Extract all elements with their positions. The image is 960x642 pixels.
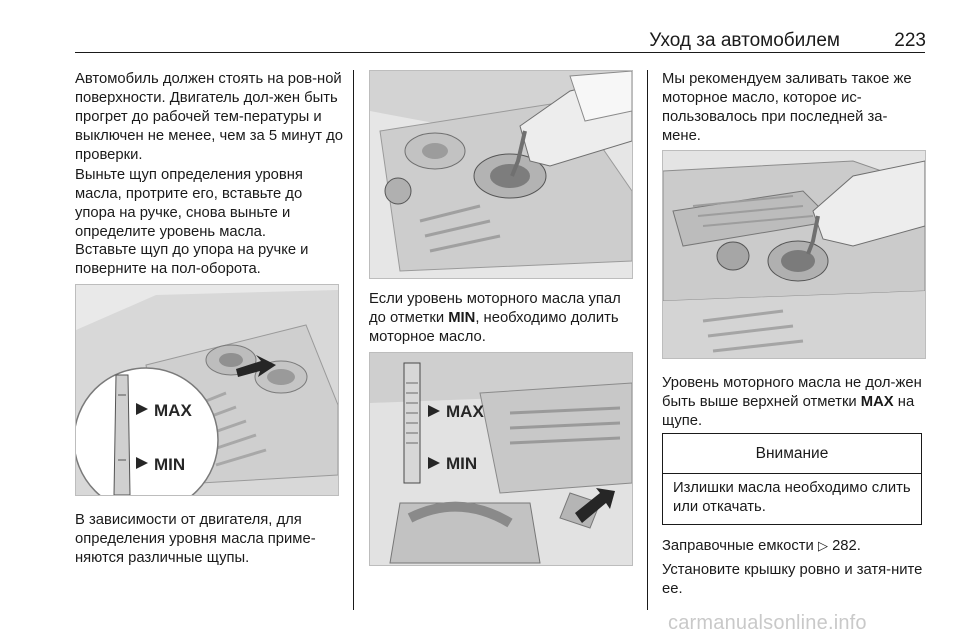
add-oil-paragraph: Если уровень моторного масла упал до отметки MIN, необходимо долить моторное масло. xyxy=(369,291,621,345)
min-label: MIN xyxy=(446,454,478,473)
page-number: 223 xyxy=(894,30,926,51)
watermark: carmanualsonline.info xyxy=(668,612,867,634)
max-level-paragraph: Уровень моторного масла не дол-жен быть выше верхней отметки MAX на щупе. xyxy=(662,375,922,429)
warning-box xyxy=(662,433,922,525)
capacities-paragraph: Заправочные емкости ▷ 282. xyxy=(662,538,861,554)
install-cap-paragraph: Установите крышку ровно и затя-ните ее. xyxy=(662,562,923,597)
column-divider-right xyxy=(647,70,648,610)
warning-title: Внимание xyxy=(663,434,921,474)
page-title: Уход за автомобилем xyxy=(649,30,840,51)
dipstick-variants-paragraph: В зависимости от двигателя, для определения уровня масла приме-няются различные щупы. xyxy=(75,512,316,566)
min-label: MIN xyxy=(154,455,186,474)
oil-pouring-figure-2 xyxy=(662,150,926,359)
oil-pouring-figure xyxy=(369,70,633,279)
intro-paragraph: Автомобиль должен стоять на ров-ной поверхности. Двигатель дол-жен быть прогрет до рабочей тем-пературы и выключен не менее, чем за 5 минут до проверки. xyxy=(75,71,343,163)
max-label: MAX xyxy=(154,401,192,420)
page-reference-icon: ▷ xyxy=(817,538,828,553)
header-rule xyxy=(75,52,925,53)
remove-dipstick-paragraph: Выньте щуп определения уровня масла, протрите его, вставьте до упора на ручке, снова выньте и определите уровень масла. xyxy=(75,167,303,240)
recommendation-paragraph: Мы рекомендуем заливать такое же моторное масло, которое ис-пользовалось при последней за-мене. xyxy=(662,71,912,144)
column-divider-left xyxy=(353,70,354,610)
insert-dipstick-paragraph: Вставьте щуп до упора на ручке и поверните на пол-оборота. xyxy=(75,242,309,277)
dipstick-figure-engine-bay xyxy=(369,352,633,566)
max-mark: MAX xyxy=(860,394,894,410)
min-mark: MIN xyxy=(448,310,476,326)
warning-text: Излишки масла необходимо слить или откачать. xyxy=(673,480,911,515)
max-label: MAX xyxy=(446,402,484,421)
dipstick-figure-engine-cover xyxy=(75,284,339,496)
page-reference-link[interactable]: 282. xyxy=(832,538,861,554)
